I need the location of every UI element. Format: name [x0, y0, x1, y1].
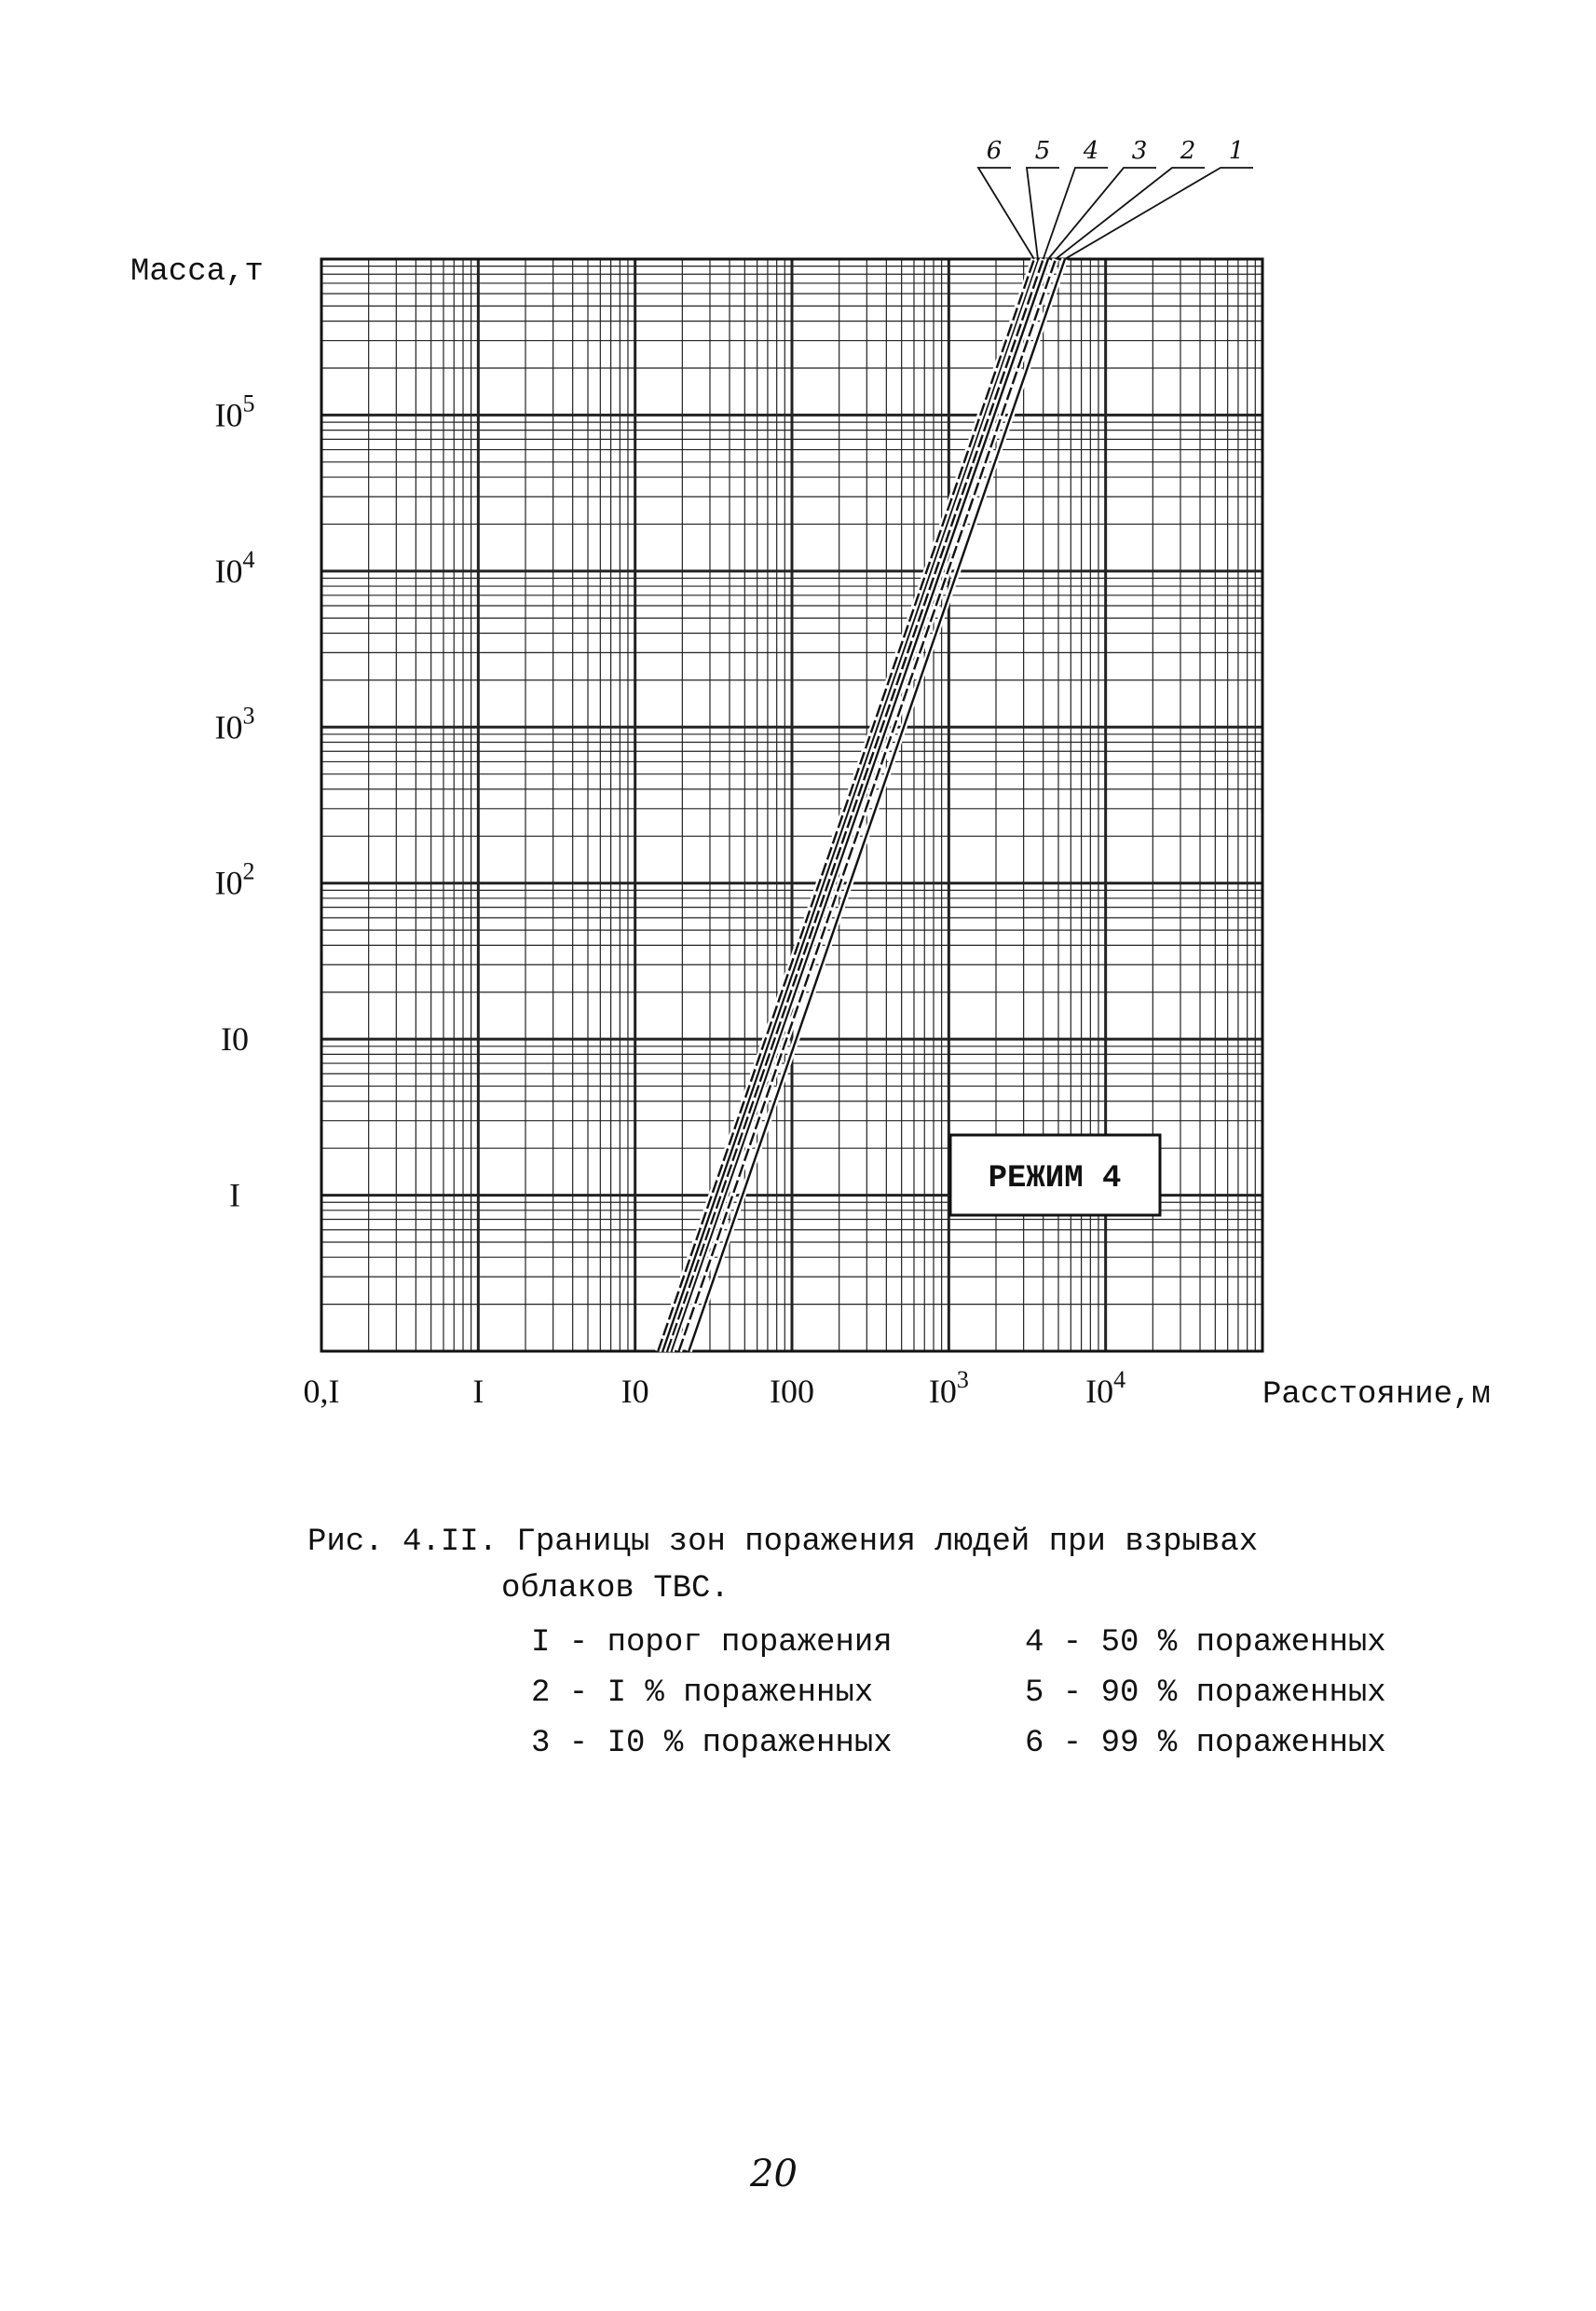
x-tick-label: I0 [621, 1373, 649, 1410]
callout-label-6: 6 [986, 137, 1003, 165]
callout-leader-5 [1027, 168, 1059, 259]
legend-item: I - порог поражения [531, 1625, 893, 1661]
figure-caption [307, 1519, 1425, 1612]
legend-item: 5 - 90 % пораженных [1025, 1675, 1386, 1711]
callout-leader-3 [1048, 168, 1156, 259]
callout-label-5: 5 [1034, 137, 1051, 165]
y-tick-label: I0 [221, 1020, 249, 1059]
mode-label-box [950, 1135, 1160, 1215]
x-tick-label: I [472, 1373, 484, 1410]
callout-label-1: 1 [1228, 137, 1245, 165]
caption-line-1: Рис. 4.II. Границы зон поражения людей при взрывах [307, 1525, 1259, 1560]
callout-leader-2 [1056, 168, 1205, 259]
y-tick-labels [215, 390, 255, 1213]
x-tick-labels [304, 1366, 1126, 1410]
y-tick-label: $I0^4$ [214, 545, 255, 590]
callout-label-3: 3 [1131, 137, 1148, 165]
x-tick-label: 0,I [303, 1373, 340, 1410]
legend [531, 1621, 1463, 1765]
y-tick-label: $I0^2$ [214, 857, 255, 902]
y-tick-label: $I0^3$ [214, 702, 255, 746]
callout-leader-4 [1044, 168, 1108, 259]
x-tick-label: $I0^4$ [1085, 1366, 1126, 1410]
y-tick-label: $I0^5$ [214, 390, 255, 434]
y-tick-label: I [229, 1176, 240, 1214]
legend-item: 4 - 50 % пораженных [1025, 1625, 1386, 1661]
x-tick-label: $I0^3$ [928, 1366, 969, 1410]
x-tick-label: I00 [770, 1373, 814, 1410]
legend-item: 6 - 99 % пораженных [1025, 1726, 1386, 1761]
callout-label-2: 2 [1180, 137, 1196, 165]
callout-label-4: 4 [1083, 137, 1099, 165]
legend-item: 3 - I0 % пораженных [531, 1726, 893, 1761]
mode-label: РЕЖИМ 4 [988, 1161, 1122, 1197]
callout-leader-6 [978, 168, 1034, 259]
caption-line-2: облаков ТВС. [501, 1571, 730, 1607]
page-number: 20 [750, 2153, 798, 2195]
y-axis-title: Масса,т [130, 254, 264, 290]
x-axis-title: Расстояние,м [1262, 1377, 1491, 1413]
series-callouts [978, 137, 1253, 259]
legend-item: 2 - I % пораженных [531, 1675, 874, 1711]
callout-leader-1 [1065, 168, 1253, 259]
